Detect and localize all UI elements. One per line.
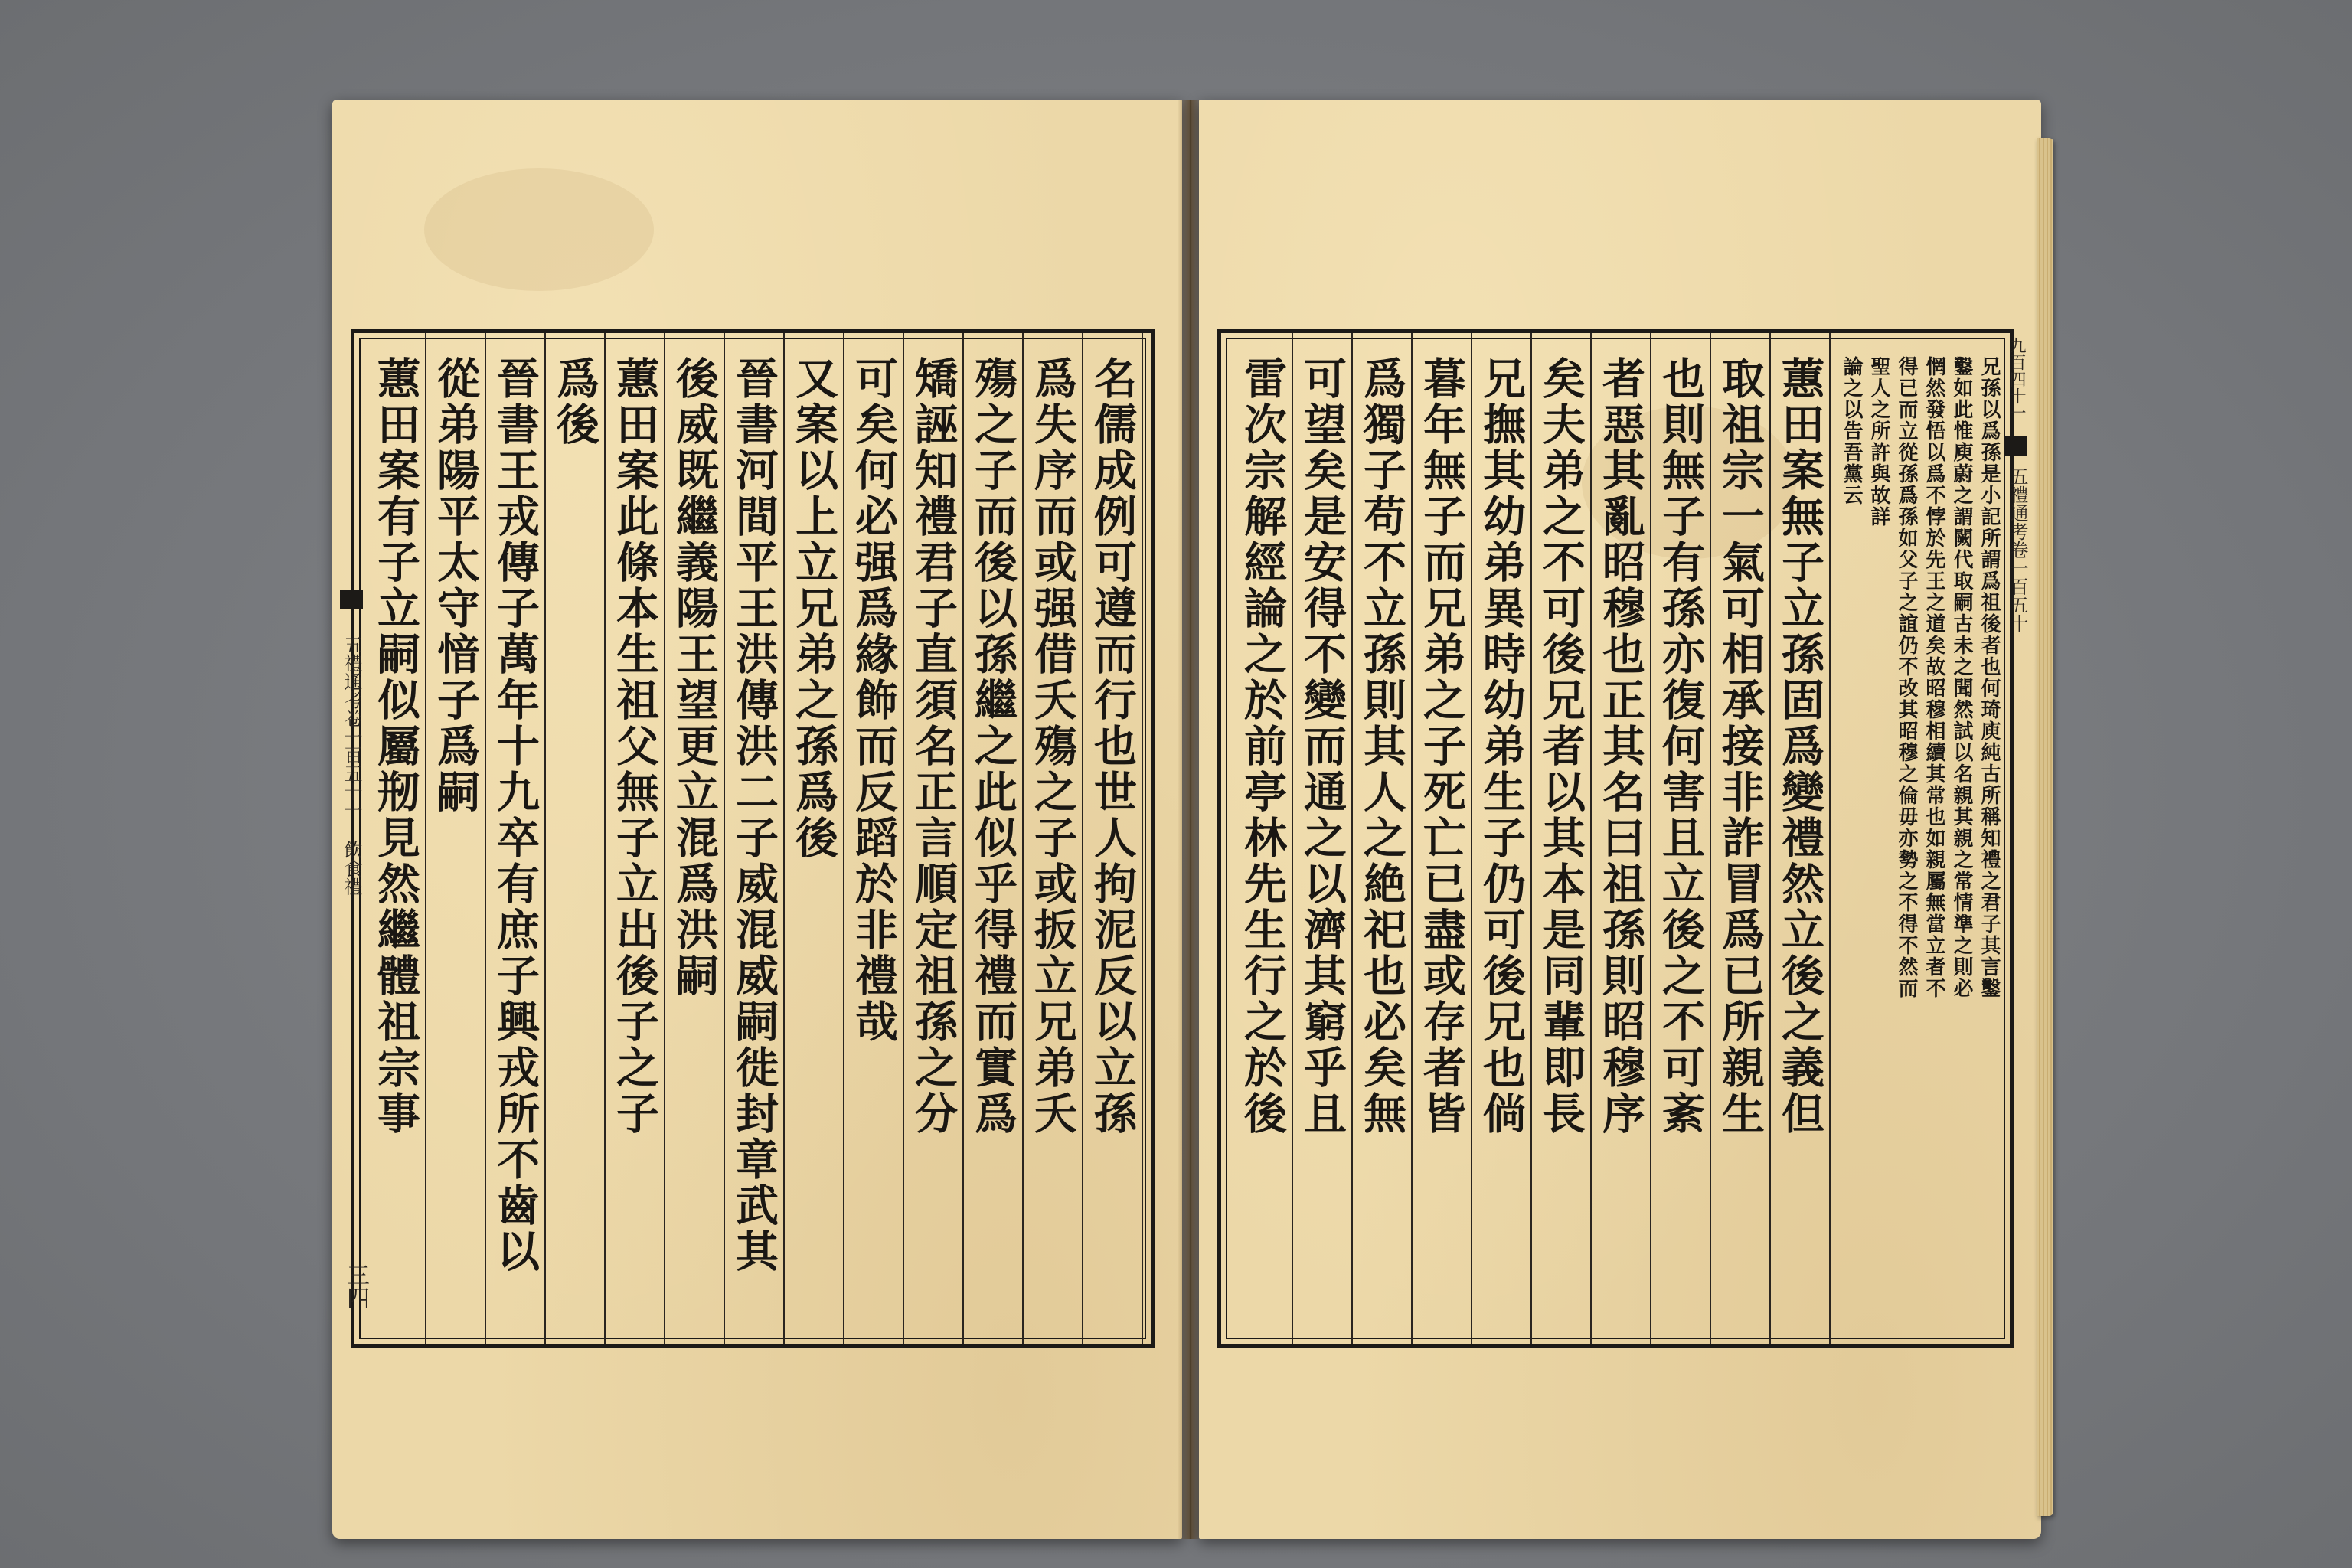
text-column: [785, 333, 844, 1344]
column-text: 爲失序而或强借夭殤之子或扳立兄弟夭: [1027, 356, 1078, 1137]
column-text: 又案以上立兄弟之孫爲後: [789, 356, 839, 861]
right-text-frame: [1217, 329, 2014, 1348]
text-column: [426, 333, 486, 1344]
column-text: 晉書河間平王洪傳洪二子威混威嗣徙封章武其: [729, 356, 779, 1275]
text-column: [1293, 333, 1353, 1344]
text-column: [546, 333, 606, 1344]
text-column: [1413, 333, 1472, 1344]
open-book: [322, 92, 2044, 1562]
column-text: 也則無子有孫亦復何害且立後之不可紊: [1655, 356, 1706, 1137]
note-column: [1947, 333, 1975, 1344]
left-text-frame: [351, 329, 1155, 1348]
left-page: [332, 100, 1182, 1539]
column-text: 蕙田案此條本生祖父無子立出後子之子: [609, 356, 660, 1137]
text-column: [1083, 333, 1143, 1344]
note-text: 惘然發悟以爲不悖於先王之道矣故昭穆相續其常也如親屬無當立者不: [1922, 356, 1945, 999]
column-text: 晉書王戎傳子萬年十九卒有庶子興戎所不齒以: [490, 356, 541, 1275]
column-text: 爲獨子苟不立孫則其人之絶祀也必矣無: [1357, 356, 1407, 1137]
text-column: [904, 333, 964, 1344]
column-text: 矯誣知禮君子直須名正言順定祖孫之分: [908, 356, 959, 1137]
text-column: [665, 333, 725, 1344]
text-column: [964, 333, 1024, 1344]
right-page-number: 九百四十一: [2007, 337, 2026, 421]
left-fishtail-label: 五禮通考卷一百五十一 飲食禮: [341, 635, 362, 896]
note-text: 鑿如此惟庾蔚之謂闕代取嗣古未之聞然試以名親其親之常情準之則必: [1950, 356, 1973, 999]
text-column: [725, 333, 785, 1344]
right-page: [1199, 100, 2041, 1539]
text-column: [1532, 333, 1592, 1344]
note-column: [1975, 333, 2002, 1344]
note-column: [1919, 333, 1947, 1344]
note-text: 得已而立從孫爲孫如父子之誼仍不改其昭穆之倫毋亦勢之不得不然而: [1895, 356, 1918, 999]
text-column: [1711, 333, 1771, 1344]
text-column: [606, 333, 665, 1344]
page-edges: [2037, 138, 2053, 1516]
note-text: 兄孫以爲孫是小記所謂爲祖後者也何琦庾純古所稱知禮之君子其言鑿: [1978, 356, 2001, 999]
right-fishtail-label: 五禮通考卷一百五十: [2007, 467, 2028, 632]
text-column: [1233, 333, 1293, 1344]
column-text: 名儒成例可遵而行也世人拘泥反以立孫: [1087, 356, 1138, 1137]
column-text: 蕙田案有子立嗣似屬剏見然繼體祖宗事: [371, 356, 421, 1137]
text-column: [1651, 333, 1711, 1344]
note-text: 論之以告吾黨云: [1840, 356, 1863, 506]
text-column: [844, 333, 904, 1344]
column-text: 後威既繼義陽王望更立混爲洪嗣: [669, 356, 720, 999]
column-text: 暮年無子而兄弟之子死亡已盡或存者皆: [1416, 356, 1467, 1137]
note-text: 聖人之所許與故詳: [1867, 356, 1890, 528]
text-column: [1771, 333, 1831, 1344]
column-text: 者惡其亂昭穆也正其名曰祖孫則昭穆序: [1596, 356, 1646, 1137]
text-column: [1472, 333, 1532, 1344]
column-text: 殤之子而後以孫繼之此似乎得禮而實爲: [968, 356, 1018, 1137]
column-text: 爲後: [550, 356, 600, 448]
note-column: [1864, 333, 1892, 1344]
left-folio-number: 三四: [342, 1263, 369, 1309]
text-column: [367, 333, 426, 1344]
column-text: 兄撫其幼弟異時幼弟生子仍可後兄也倘: [1476, 356, 1527, 1137]
text-column: [1024, 333, 1083, 1344]
column-text: 可矣何必强爲緣飾而反蹈於非禮哉: [848, 356, 899, 1045]
note-column: [1837, 333, 1864, 1344]
note-column: [1892, 333, 1919, 1344]
text-column: [486, 333, 546, 1344]
column-text: 雷次宗解經論之於前亭林先生行之於後: [1237, 356, 1288, 1137]
column-text: 取祖宗一氣可相承接非詐冒爲已所親生: [1715, 356, 1766, 1137]
column-text: 矣夫弟之不可後兄者以其本是同輩即長: [1536, 356, 1586, 1137]
column-text: 可望矣是安得不變而通之以濟其窮乎且: [1297, 356, 1348, 1137]
column-text: 從弟陽平太守愔子爲嗣: [430, 356, 481, 815]
text-column: [1353, 333, 1413, 1344]
column-text: 蕙田案無子立孫固爲變禮然立後之義但: [1775, 356, 1825, 1137]
text-column: [1592, 333, 1651, 1344]
